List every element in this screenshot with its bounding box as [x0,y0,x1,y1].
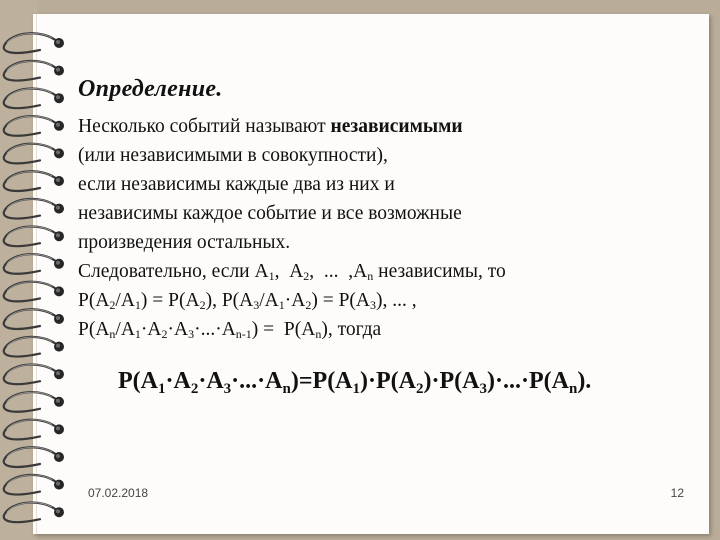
spiral-ring [4,171,64,191]
spiral-ring [4,33,64,53]
slide-number: 12 [670,486,684,500]
spiral-ring [4,309,64,329]
spiral-ring [4,502,64,522]
spiral-ring [4,447,64,467]
product-formula: $P(A_1\cdot A_2\cdot A_3\cdot...\cdot A_n)=P(A_1)\cdot P(A_2)\cdot P(A_3)\cdot...\cdot P(A_n)$. [118,368,592,397]
text-line-1: Несколько событий называют независимыми [78,116,463,137]
spiral-ring [4,254,64,274]
text-line-2: (или независимыми в совокупности), [78,145,388,166]
spiral-ring [4,392,64,412]
definition-text [78,112,698,344]
spiral-ring [4,337,64,357]
text-line-3: если независимы каждые два из них и [78,174,395,195]
spiral-ring [4,144,64,164]
spiral-binding-icon [0,0,80,540]
text-line-7: $Р(А_2/А_1) = Р(А_2)$, $Р(А_3/А_1\cdot А_2) = Р(А_3)$, ... , [78,290,417,312]
slide-date: 07.02.2018 [88,486,149,500]
text-line-6: Следовательно, если $А_1$, $А_2$, ... $,А_n$ независимы, то [78,261,506,283]
spiral-ring [4,61,64,81]
definition-title: Определение. [78,76,223,102]
spiral-ring [4,420,64,440]
spiral-ring [4,88,64,108]
spiral-ring [4,282,64,302]
text-line-4: независимы каждое событие и все возможные [78,203,462,224]
spiral-ring [4,364,64,384]
spiral-ring [4,226,64,246]
spiral-ring [4,116,64,136]
text-line-8: $Р(А_n/А_1\cdot А_2\cdot А_3\cdot...\cdot А_{n-1}) = Р(А_n)$, тогда [78,319,382,341]
spiral-ring [4,199,64,219]
text-line-5: произведения остальных. [78,232,291,253]
spiral-ring [4,475,64,495]
